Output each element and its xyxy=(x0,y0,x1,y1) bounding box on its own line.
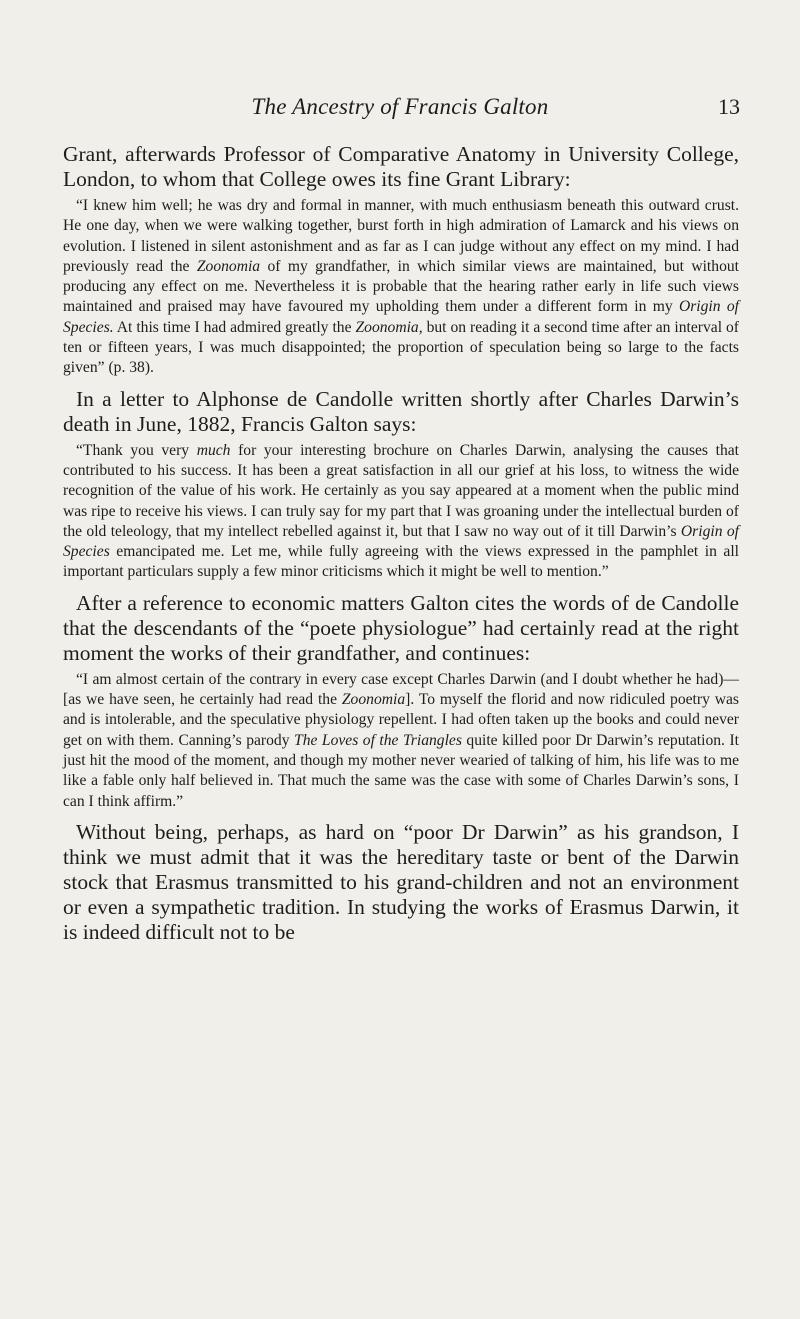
quote-text: but on reading it a second time after an interval of ten or fifteen years, I was much disappointed; the proportion of speculation being so large to the facts given” (p. 38). xyxy=(63,318,739,377)
quote-text: “I knew him well; he was dry and formal in manner, with much enthusiasm beneath this outward crust. He one day, when we were walking together, burst forth in high admiration of Lamarck and his views on evolution. I listened in silent astonishment and as far as I can judge without any effect on my mind. I had previously read the xyxy=(63,197,739,275)
quote-text: At this time I had admired greatly the xyxy=(113,318,356,336)
quote-text: “I am almost certain of the contrary in every case except Charles Darwin (and I doubt whether he had)—[as we have seen, he certainly had read the xyxy=(63,670,739,709)
book-title-origin: Origin of Species xyxy=(63,522,739,561)
paragraph-grant-intro: Grant, afterwards Professor of Comparative Anatomy in University College, London, to whom that College owes its fine Grant Library: xyxy=(63,142,739,191)
paragraph-candolle-letter: In a letter to Alphonse de Candolle written shortly after Charles Darwin’s death in June, 1882, Francis Galton says: xyxy=(63,386,739,436)
page-number: 13 xyxy=(718,94,740,119)
paragraph-hereditary-taste: Without being, perhaps, as hard on “poor Dr Darwin” as his grandson, I think we must admit that it was the hereditary taste or bent of the Darwin stock that Erasmus transmitted to his grand-children and not an environment or even a sympathetic tradition. In studying the works of Erasmus Darwin, it is indeed difficult not to be xyxy=(63,819,739,944)
quote-galton-letter xyxy=(63,441,739,583)
body-text xyxy=(63,142,739,945)
emphasis-much: much xyxy=(196,441,231,459)
page-header xyxy=(0,94,800,124)
running-title: The Ancestry of Francis Galton xyxy=(251,94,549,119)
quote-autobiography xyxy=(63,196,739,379)
book-title-zoonomia: Zoonomia, xyxy=(355,318,423,336)
book-title-zoonomia: Zoonomia xyxy=(341,691,406,709)
paragraph-economic-matters: After a reference to economic matters Galton cites the words of de Candolle that the descendants of the “poete physiologue” had certainly read at the right moment the works of their grandfather, and continues: xyxy=(63,590,739,665)
quote-text: for your interesting brochure on Charles Darwin, analysing the causes that contributed to his success. It has been a great satisfaction in all our grief at his loss, to witness the wide recognition of the value of his work. He certainly as you say appeared at a moment when the public mind was ripe to receive his views. I can truly say for my part that I was groaning under the intellectual burden of the old teleology, that my intellect rebelled against it, but that I saw no way out of it till Darwin’s xyxy=(63,441,739,540)
quote-text: quite killed poor Dr Darwin’s reputation. It just hit the mood of the moment, and though my mother never wearied of talking of him, his life was to me like a fable only half believed in. That much the same was the case with some of Charles Darwin’s sons, I can I think affirm.” xyxy=(63,731,739,810)
quote-text: ]. To myself the florid and now ridiculed poetry was and is intolerable, and the speculative physiology repellent. I had often taken up the books and could never get on with them. Canning’s parody xyxy=(63,691,739,749)
book-title-zoonomia: Zoonomia xyxy=(196,257,261,275)
book-title-loves-triangles: The Loves of the Triangles xyxy=(294,731,462,749)
quote-contrary xyxy=(63,670,739,812)
quote-text: “Thank you very xyxy=(76,441,197,459)
quote-text: of my grandfather, in which similar views are maintained, but without producing any effect on me. Nevertheless it is probable that the hearing rather early in life such views maintained and praised may have favoured my upholding them under a different form in my xyxy=(63,257,739,316)
quote-text: emancipated me. Let me, while fully agreeing with the views expressed in the pamphlet in all important particulars supply a few minor criticisms which it might be well to mention.” xyxy=(63,543,739,581)
book-title-origin: Origin of Species. xyxy=(63,298,739,336)
